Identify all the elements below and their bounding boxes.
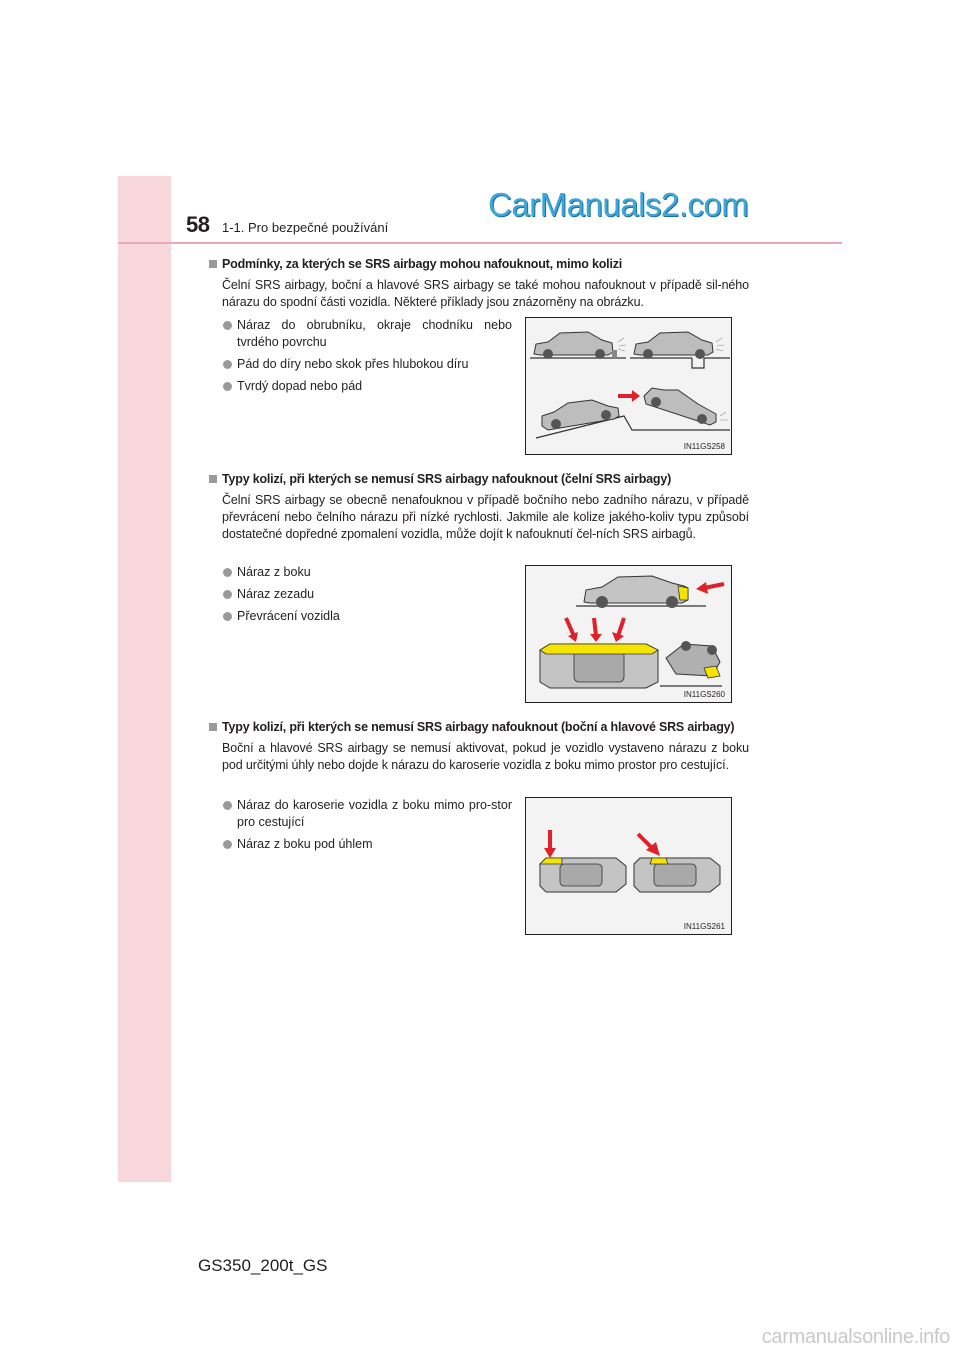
bullet-list (222, 797, 512, 858)
section-heading: Podmínky, za kterých se SRS airbagy mohou nafouknout, mimo kolizi (209, 256, 749, 273)
side-impact-illustration (526, 798, 731, 934)
section-text: Čelní SRS airbagy, boční a hlavové SRS airbagy se také mohou nafouknout v případě sil-ného nárazu do spodní části vozidla. Některé příklady jsou znázorněny na obrázku. (222, 278, 749, 309)
figure-side-impact (525, 797, 732, 935)
list-item: Náraz do karoserie vozidla z boku mimo pro-stor pro cestující (222, 797, 512, 831)
round-bullet-icon (223, 360, 232, 369)
square-bullet-icon (209, 475, 217, 483)
square-bullet-icon (209, 260, 217, 268)
list-item: Pád do díry nebo skok přes hlubokou díru (222, 356, 512, 373)
section-text: Čelní SRS airbagy se obecně nenafouknou v případě bočního nebo zadního nárazu, v případě převrácení nebo čelního nárazu při nízké rychlosti. Jakmile ale kolize jakého-koliv typu způsobí dostatečné dopředné zpomalení vozidla, může dojít k nafouknutí čel-ních SRS airbagů. (222, 493, 749, 541)
section-heading: Typy kolizí, při kterých se nemusí SRS airbagy nafouknout (boční a hlavové SRS airbagy) (209, 719, 749, 736)
figure-code: IN11GS258 (683, 442, 725, 451)
square-bullet-icon (209, 723, 217, 731)
list-item: Tvrdý dopad nebo pád (222, 378, 512, 395)
section-3 (209, 719, 749, 774)
collision-illustration (526, 566, 731, 702)
footer-model-code: GS350_200t_GS (198, 1256, 328, 1275)
round-bullet-icon (223, 568, 232, 577)
round-bullet-icon (223, 612, 232, 621)
figure-code: IN11GS260 (683, 690, 725, 699)
list-item: Náraz z boku (222, 564, 512, 581)
list-item: Náraz zezadu (222, 586, 512, 603)
list-item: Náraz do obrubníku, okraje chodníku nebo tvrdého povrchu (222, 317, 512, 351)
figure-code: IN11GS261 (683, 922, 725, 931)
section-title: 1-1. Pro bezpečné používání (222, 220, 389, 235)
footer-watermark[interactable]: carmanualsonline.info (761, 1326, 950, 1348)
section-1 (209, 256, 749, 311)
side-color-band (118, 176, 171, 1182)
bullet-list (222, 317, 512, 400)
round-bullet-icon (223, 801, 232, 810)
list-item: Převrácení vozidla (222, 608, 512, 625)
bullet-list (222, 564, 512, 630)
watermark-logo[interactable]: CarManuals2.com (488, 186, 749, 223)
round-bullet-icon (223, 840, 232, 849)
round-bullet-icon (223, 382, 232, 391)
impact-illustration (526, 318, 731, 454)
section-text: Boční a hlavové SRS airbagy se nemusí aktivovat, pokud je vozidlo vystaveno nárazu z boku pod určitými úhly nebo dojde k nárazu do karoserie vozidla z boku mimo prostor pro cestující. (222, 741, 749, 772)
section-2 (209, 471, 749, 543)
round-bullet-icon (223, 590, 232, 599)
section-heading: Typy kolizí, při kterých se nemusí SRS airbagy nafouknout (čelní SRS airbagy) (209, 471, 749, 488)
header-rule (118, 242, 842, 244)
figure-impact-examples (525, 317, 732, 455)
page-number: 58 (186, 212, 210, 237)
figure-collision-types (525, 565, 732, 703)
round-bullet-icon (223, 321, 232, 330)
list-item: Náraz z boku pod úhlem (222, 836, 512, 853)
